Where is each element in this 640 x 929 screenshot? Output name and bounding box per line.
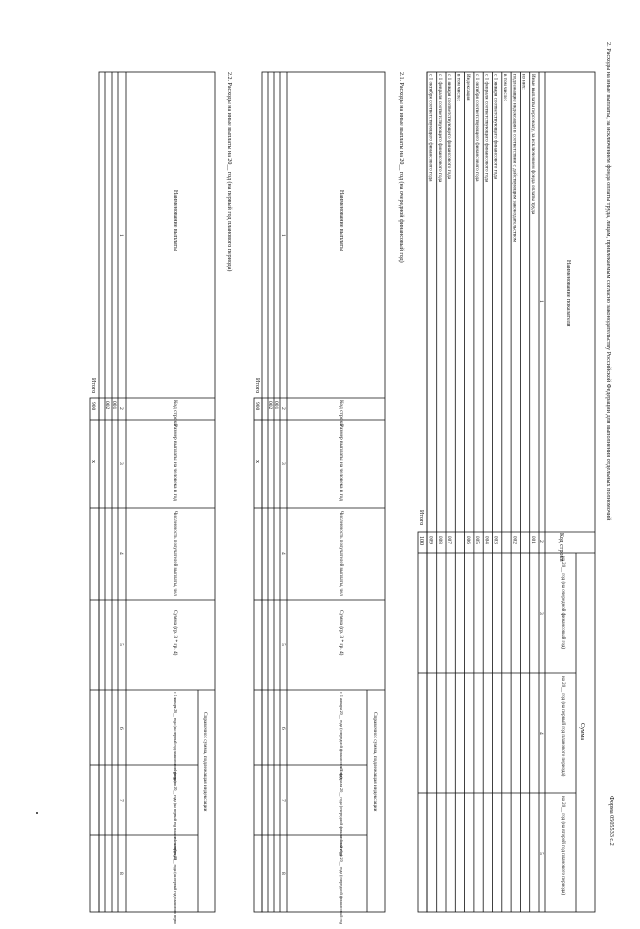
column-number: 7 [118,799,124,802]
sub21-col-name: Наименование выплаты [338,190,344,252]
sub21-code-1: 001 [273,401,279,410]
sub22-code-1: 001 [111,401,117,410]
t1-col-y3: на 20__ год (на второй год планового периода) [560,796,565,896]
sub21-code-2: 002 [267,401,273,410]
sub21-col-ref: Справочно: сумма, подлежащая индексации [372,712,378,812]
sub22-col-ref: Справочно: сумма, подлежащая индексации [202,712,208,812]
t1-row-name: в том числе: [502,74,508,102]
sub21-col-oct: с 1 октября 20__ года (очередной финансовый год) [339,837,344,924]
column-number: 1 [118,234,124,237]
column-number: 7 [280,799,286,802]
sub22-col-jan: с 1 января 20__ года (на первый год планового периода) [173,692,177,783]
column-number: 3 [118,462,124,465]
column-number: 1 [538,300,544,303]
sub22-col-code: Код строки [172,400,178,427]
sub22-col-sum: Сумма (гр. 3 * гр. 4) [172,610,178,656]
sub21-total-x: x [254,460,260,463]
column-number: 5 [118,643,124,646]
column-number: 3 [280,462,286,465]
t1-row-name: с 1 октября соответствующего финансового года [474,74,481,182]
main-table [418,72,595,912]
column-number: 8 [118,872,124,875]
t1-row-code: 007 [446,536,453,544]
sub22-total-code: 900 [90,402,96,411]
sub21-table [254,72,385,924]
t1-row-name: Иные выплаты персоналу, за исключением фонда оплаты труда [529,74,536,215]
column-number: 4 [280,552,286,555]
sub21-col-feb: с 1 февраля 20__ года (очередной финансовый год) [339,767,344,857]
t1-col-sum: Сумма [579,723,585,740]
sub22-title: 2.2. Расходы на иные выплаты на 20__ год (на первый год планового периода) [226,72,232,272]
sub22-code-2: 002 [104,401,110,410]
column-number: 1 [280,234,286,237]
section-title: 2. Расходы на иные выплаты, за исключением фонда оплаты труда, лицам, привлекаемым согласно законодательству Российской Федерации для выполнения отдельных полномочий [605,42,612,521]
t1-row-code: 003 [492,536,499,544]
column-number: 6 [118,727,124,730]
sub22-col-oct: с 1 октября 20__ года (на первый год планового периода) [173,837,177,924]
t1-col-y2: на 20__ год (на первый год планового периода) [560,676,565,777]
column-number: 2 [118,407,124,410]
t1-col-y1: на 20__ год (на очередной финансовый год) [560,556,565,650]
t1-col-code: Код строки [558,533,564,562]
column-number: 3 [538,612,544,615]
sub21-col-code: Код строки [338,400,344,427]
t1-row-code: 008 [436,536,443,544]
t1-row-name: подлежащие индексации в соответствии с действующим законодательством [511,74,518,243]
sub21-total-label: Итого [254,378,260,394]
column-number: 2 [538,540,544,543]
t1-row-name: с 1 января соответствующего финансового года [492,74,499,180]
sub21-col-sum: Сумма (гр. 3 * гр. 4) [338,610,344,656]
t1-col-name: Наименование показателя [565,260,571,327]
column-number: 2 [280,407,286,410]
t1-total-label: Итого [418,510,424,526]
t1-row-code: 002 [511,536,518,544]
sub22-total-label: Итого [90,378,96,394]
t1-row-name: с 1 февраля соответствующего финансового года [483,74,490,183]
sub22-col-feb: с 1 февраля 20__ года (на первый год планового периода) [173,767,177,860]
t1-row-code: 009 [427,536,434,544]
form-code: Форма 0505533 с.2 [608,796,615,846]
t1-row-name: с 1 февраля соответствующего финансового года [436,74,443,183]
t1-row-code: 001 [529,536,536,544]
column-number: 4 [538,732,544,735]
column-number: 5 [280,643,286,646]
t1-row-code: 005 [474,536,481,544]
t1-row-name: в том числе: [455,74,462,102]
sub22-total-x: x [90,460,96,463]
t1-row-code: 006 [464,536,471,544]
scan-speck [36,812,38,814]
sub21-col-jan: с 1 января 20__ года (очередной финансовый год) [339,692,344,779]
sub22-table [90,72,215,924]
sub22-col-count: Численность получателей выплаты, чел [172,511,177,596]
t1-row-name: с 1 октября соответствующего финансового года [427,74,434,182]
column-number: 8 [280,872,286,875]
t1-row-name: из них: [520,74,527,90]
t1-row-name: с 1 января соответствующего финансового года [446,74,453,180]
t1-row-code: 004 [483,536,490,544]
sub21-col-count: Численность получателей выплаты, чел [338,511,343,596]
sub22-col-name: Наименование выплаты [172,190,178,252]
t1-total-code: 100 [418,536,424,545]
sub21-total-code: 900 [254,402,260,411]
t1-row-name: Индексация [464,74,471,101]
sub21-col-size: Размер выплаты на человека в год [338,424,344,501]
column-number: 5 [538,852,544,855]
sub22-col-size: Размер выплаты на человека в год [172,424,178,501]
column-number: 4 [118,552,124,555]
sub21-title: 2.1. Расходы на иные выплаты на 20__ год (на очередной финансовый год) [398,72,404,263]
column-number: 6 [280,727,286,730]
